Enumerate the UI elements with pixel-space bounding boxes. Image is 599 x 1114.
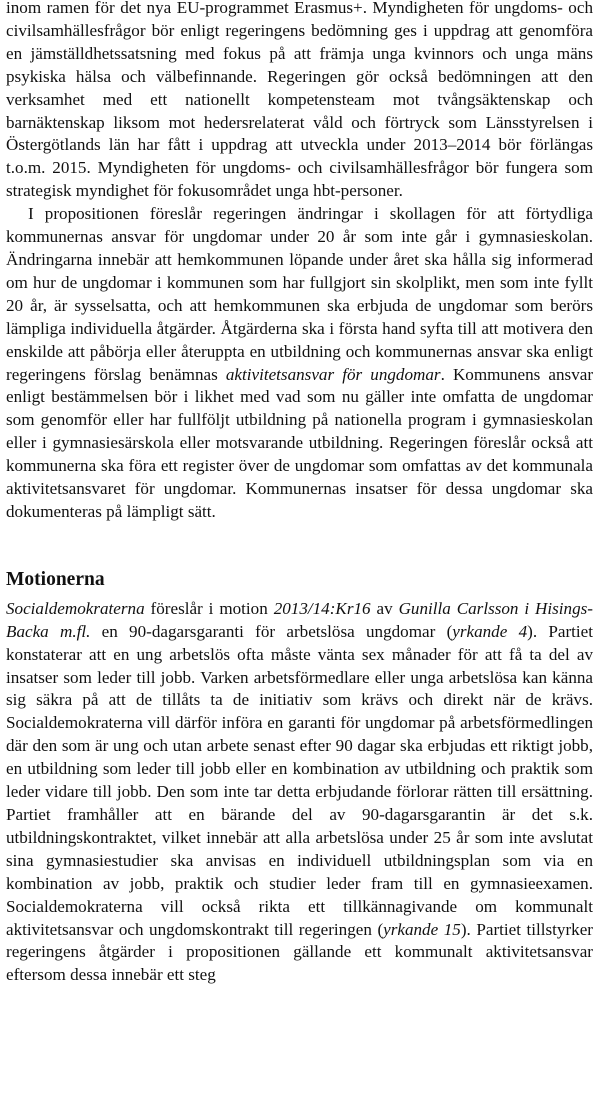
body-paragraph-2: [6, 203, 593, 524]
party-name: Socialdemokraterna: [6, 598, 145, 618]
paragraph-2-text-after: . Kommunens ansvar enligt bestämmelsen bör i likhet med vad som nu gäller inte omfatta de ungdomar som genomför eller har fullföljt utbildning på nationella program i gymnasieskolan eller i gymnasiesärskola eller motsvarande utbildning. Regeringen föreslår också att kommunerna ska föra ett register över de ungdomar som omfattas av det kommunala aktivitetsansvaret för ungdomar. Kommunernas insatser för dessa ungdomar ska dokumenteras på lämpligt sätt.: [6, 364, 594, 521]
motion-author: Gunilla Carlsson i Hisings-Backa m.fl.: [6, 598, 593, 641]
claim-reference-2: yrkande 15: [383, 919, 461, 939]
section-heading: Motionerna: [6, 568, 105, 590]
claim-reference-1: yrkande 4: [452, 621, 528, 641]
paragraph-2-text-before: I propositionen föreslår regeringen ändringar i skollagen för att förtydliga kommunernas ansvar för ungdomar under 20 år som inte går i gymnasieskolan. Ändringarna innebär att hemkommunen löpande under året ska hålla sig informerad om hur de ungdomar i kommunen som har fullgjort sin skolplikt, men som inte fyllt 20 år, är sysselsatta, och att hemkommunen ska erbjuda de ungdomar som berörs lämpliga individuella åtgärder. Åtgärderna ska i första hand syfta till att motivera den enskilde att påbörja eller återuppta en utbildning och kommunernas ansvar ska enligt regeringens förslag benämnas: [6, 204, 593, 384]
paragraph-3-text-5: ). Partiet tillstyrker regeringens åtgärder i propositionen gällande ett kommunalt aktivitetsansvar eftersom dessa innebär ett steg: [6, 919, 593, 985]
motion-reference: 2013/14:Kr16: [273, 598, 371, 618]
paragraph-3-text-1: föreslår i motion: [144, 598, 274, 618]
paragraph-3-text-3: en 90-dagarsgaranti för arbetslösa ungdomar (: [90, 621, 453, 641]
body-paragraph-1: inom ramen för det nya EU-programmet Erasmus+. Myndigheten för ungdoms- och civilsamhällesfrågor bör enligt regeringens bedömning ges i uppdrag att genomföra en jämställdhetssatsning med fokus på att främja unga kvinnors och unga mäns psykiska hälsa och välbefinnande. Regeringen gör också bedömningen att den verksamhet med ett nationellt kompetensteam mot tvångsäktenskap och barnäktenskap liksom mot hedersrelaterat våld och förtryck som Länsstyrelsen i Östergötlands län har fått i uppdrag att utveckla under 2013–2014 bör förlängas t.o.m. 2015. Myndigheten för ungdoms- och civilsamhällesfrågor bör fungera som strategisk myndighet för fokusområdet unga hbt-personer.: [6, 0, 593, 201]
body-paragraph-3: [6, 598, 593, 987]
defined-term: aktivitetsansvar för ungdomar: [225, 364, 441, 384]
paragraph-3-text-4: ). Partiet konstaterar att en ung arbetslös ofta måste vänta sex månader för att få ta del av insatser som leder till jobb. Varken arbetsförmedlare eller unga arbetslösa kan känna sig säkra på att de tillåts ta de initiativ som krävs och direkt när de krävs. Socialdemokraterna vill därför införa en garanti för ungdomar på arbetsförmedlingen där den som är ung och utan arbete senast efter 90 dagar ska erbjudas ett riktigt jobb, en utbildning som leder till jobb eller en kombination av utbildning och praktik som leder vidare till jobb. Den som inte tar detta erbjudande förlorar rätten till ersättning. Partiet framhåller att en bärande del av 90-dagarsgarantin är det s.k. utbildningskontraktet, vilket innebär att alla arbetslösa under 25 år som inte avslutat sina gymnasiestudier ska anvisas en individuell utbildningsplan som via en kombination av jobb, praktik och studier leder fram till en gymnasieexamen. Socialdemokraterna vill också rikta ett tillkännagivande om kommunalt aktivitetsansvar och ungdomskontrakt till regeringen (: [6, 621, 593, 939]
paragraph-3-text-2: av: [370, 598, 399, 618]
